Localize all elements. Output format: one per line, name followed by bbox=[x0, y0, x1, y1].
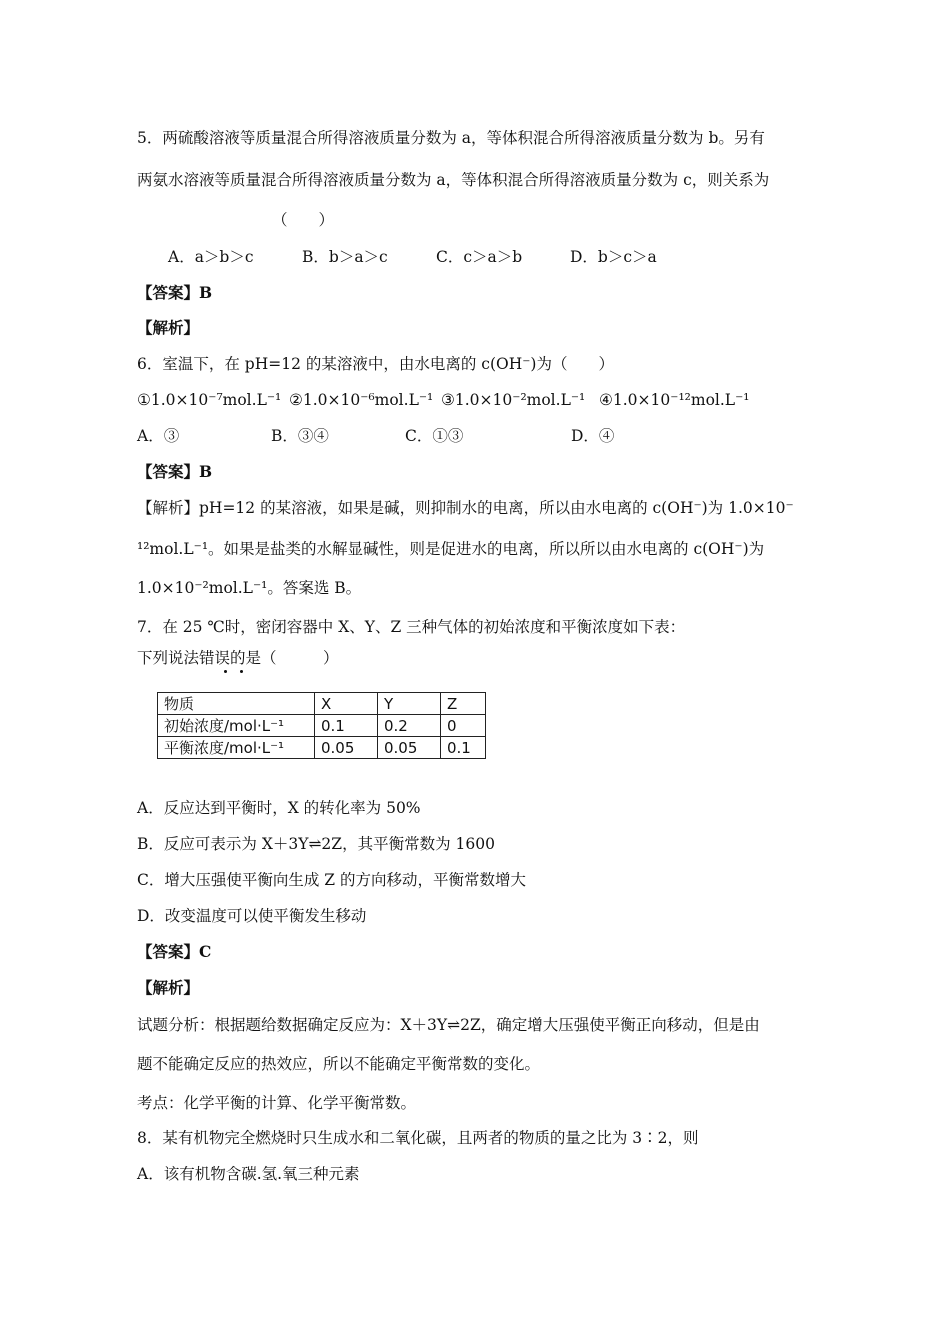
q6-options bbox=[137, 426, 614, 446]
q7-option-a: A．反应达到平衡时，X 的转化率为 50% bbox=[137, 799, 421, 817]
q6-choice-1: ①1.0×10⁻⁷mol.L⁻¹ bbox=[137, 391, 282, 409]
table-cell: 0.2 bbox=[378, 715, 441, 737]
q7-question: 7．在 25 ℃时，密闭容器中 X、Y、Z 三种气体的初始浓度和平衡浓度如下表： bbox=[137, 618, 686, 636]
q5-line-1: 5．两硫酸溶液等质量混合所得溶液质量分数为 a，等体积混合所得溶液质量分数为 b。另有 bbox=[137, 129, 765, 147]
table-header-row bbox=[158, 693, 486, 715]
q6-analysis-line-2: ¹²mol.L⁻¹。如果是盐类的水解显碱性，则是促进水的电离，所以所以由水电离的 c(OH⁻)为 bbox=[137, 540, 765, 558]
q7-detail-line-2: 题不能确定反应的热效应，所以不能确定平衡常数的变化。 bbox=[137, 1055, 541, 1073]
emphasis-dot bbox=[224, 670, 227, 673]
q7-option-d: D．改变温度可以使平衡发生移动 bbox=[137, 907, 367, 925]
q6-choice-3: ③1.0×10⁻²mol.L⁻¹ bbox=[441, 391, 586, 409]
q5-line-2: 两氨水溶液等质量混合所得溶液质量分数为 a，等体积混合所得溶液质量分数为 c，则关系为 bbox=[137, 171, 770, 189]
table-cell: Z bbox=[441, 693, 486, 715]
table-cell: 物质 bbox=[158, 693, 315, 715]
table-row bbox=[158, 737, 486, 759]
table-cell: 0.1 bbox=[441, 737, 486, 759]
q5-blank: （ ） bbox=[272, 211, 335, 229]
table-cell: X bbox=[315, 693, 378, 715]
q7-option-b: B．反应可表示为 X＋3Y⇌2Z，其平衡常数为 1600 bbox=[137, 835, 495, 853]
table-cell: 0.1 bbox=[315, 715, 378, 737]
table-cell: 0.05 bbox=[315, 737, 378, 759]
table-row bbox=[158, 715, 486, 737]
q6-choice-4: ④1.0×10⁻¹²mol.L⁻¹ bbox=[599, 391, 750, 409]
q8-option-a: A．该有机物含碳.氢.氧三种元素 bbox=[137, 1165, 360, 1183]
q7-option-c: C．增大压强使平衡向生成 Z 的方向移动，平衡常数增大 bbox=[137, 871, 526, 889]
q6-question: 6．室温下，在 pH=12 的某溶液中，由水电离的 c(OH⁻)为（ ） bbox=[137, 355, 614, 373]
q7-points: 考点：化学平衡的计算、化学平衡常数。 bbox=[137, 1094, 417, 1112]
q6-analysis-line-3: 1.0×10⁻²mol.L⁻¹。答案选 B。 bbox=[137, 579, 362, 597]
q6-analysis-line-1: 【解析】pH=12 的某溶液，如果是碱，则抑制水的电离，所以由水电离的 c(OH⁻)为 1.0×10⁻ bbox=[137, 499, 794, 517]
q6-option-c: C．①③ bbox=[405, 427, 464, 445]
emphasis-dot bbox=[240, 670, 243, 673]
q6-choice-2: ②1.0×10⁻⁶mol.L⁻¹ bbox=[289, 391, 434, 409]
table-cell: 初始浓度/mol·L⁻¹ bbox=[158, 715, 315, 737]
q5-answer: 【答案】B bbox=[137, 283, 213, 302]
q8-question: 8．某有机物完全燃烧时只生成水和二氧化碳，且两者的物质的量之比为 3∶2，则 bbox=[137, 1129, 699, 1147]
q7-prompt: 下列说法错误的是（ ） bbox=[137, 649, 339, 667]
q5-option-d: D．b＞c＞a bbox=[570, 248, 657, 266]
q7-answer: 【答案】C bbox=[137, 942, 212, 961]
q6-choices bbox=[137, 390, 749, 410]
q6-option-a: A．③ bbox=[137, 427, 180, 445]
table-cell: 0.05 bbox=[378, 737, 441, 759]
table-cell: Y bbox=[378, 693, 441, 715]
q7-detail-line-1: 试题分析：根据题给数据确定反应为：X＋3Y⇌2Z，确定增大压强使平衡正向移动，但是由 bbox=[137, 1016, 760, 1034]
q5-option-c: C．c＞a＞b bbox=[436, 248, 523, 266]
q7-analysis-label: 【解析】 bbox=[137, 978, 200, 997]
q6-option-b: B．③④ bbox=[271, 427, 329, 445]
table-cell: 0 bbox=[441, 715, 486, 737]
table-cell: 平衡浓度/mol·L⁻¹ bbox=[158, 737, 315, 759]
q5-option-b: B．b＞a＞c bbox=[302, 248, 388, 266]
q6-option-d: D．④ bbox=[571, 427, 615, 445]
q5-option-a: A．a＞b＞c bbox=[168, 248, 254, 266]
q5-analysis-label: 【解析】 bbox=[137, 318, 200, 337]
q6-answer: 【答案】B bbox=[137, 462, 213, 481]
concentration-table bbox=[157, 692, 486, 759]
q5-options bbox=[168, 247, 657, 267]
